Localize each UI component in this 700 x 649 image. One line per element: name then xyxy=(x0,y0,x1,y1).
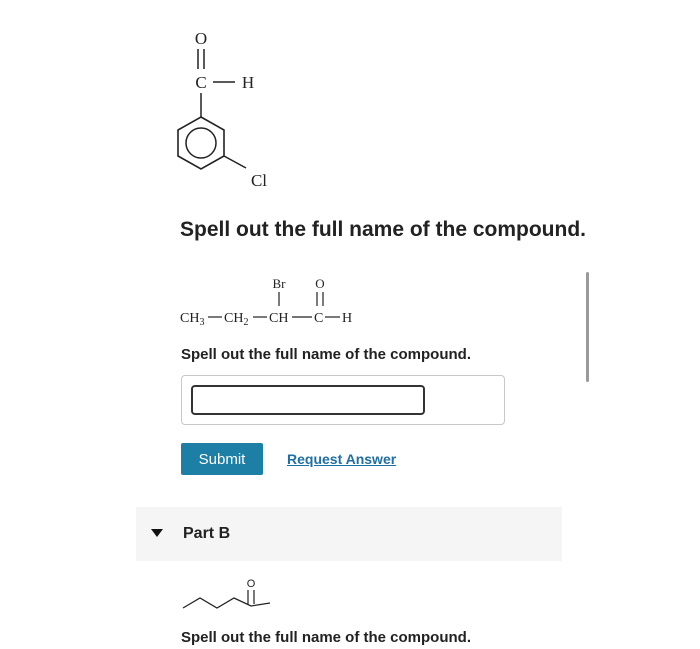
benzaldehyde-structure xyxy=(160,22,300,197)
structure-carbon: C xyxy=(195,73,207,92)
page-prompt: Spell out the full name of the compound. xyxy=(180,218,586,241)
request-answer-link[interactable]: Request Answer xyxy=(287,451,397,467)
structure-chlorine: Cl xyxy=(250,171,268,190)
part-a-prompt: Spell out the full name of the compound. xyxy=(181,346,471,363)
structure-h: H xyxy=(342,311,353,326)
submit-button[interactable]: Submit xyxy=(181,443,263,475)
structure-c: C xyxy=(314,311,324,326)
answer-container xyxy=(181,375,505,425)
part-b-label: Part B xyxy=(183,525,231,542)
structure-hydrogen: H xyxy=(241,73,255,92)
structure-ch: CH xyxy=(269,311,289,326)
structure-ch2: $CH_2$ xyxy=(224,311,249,328)
answer-input[interactable] xyxy=(191,385,425,415)
bromobutanal-structure xyxy=(178,272,378,334)
part-b-header[interactable] xyxy=(136,507,562,561)
caret-down-icon[interactable] xyxy=(151,529,163,537)
ketone-skeletal-structure xyxy=(178,572,278,616)
structure-oxygen: O xyxy=(194,29,208,48)
structure-oxygen: O xyxy=(315,276,325,291)
structure-bromine: Br xyxy=(272,276,286,291)
part-b-prompt: Spell out the full name of the compound. xyxy=(181,629,471,646)
scrollbar-thumb[interactable] xyxy=(586,272,589,382)
structure-ch3: $CH_3$ xyxy=(180,311,205,328)
skeletal-oxygen: O xyxy=(246,578,256,590)
